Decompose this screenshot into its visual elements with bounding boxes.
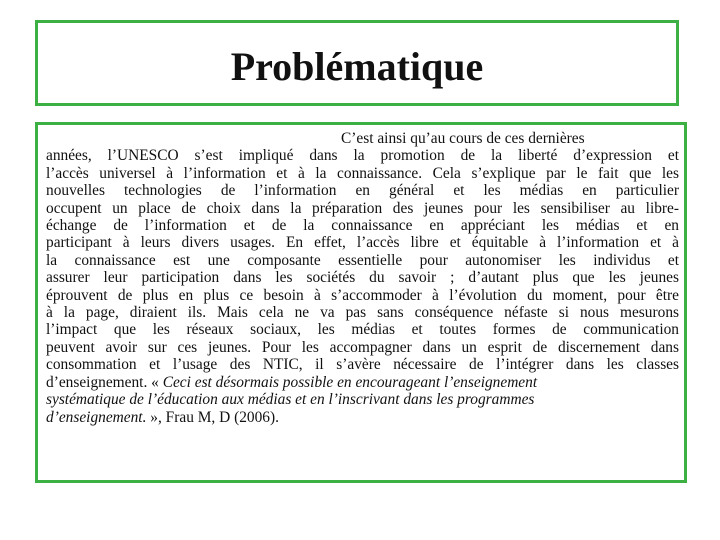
paragraph-line xyxy=(46,374,679,391)
quote-italic-text: d’enseignement. xyxy=(46,408,147,426)
paragraph-line: années, l’UNESCO s’est impliqué dans la promotion de la liberté d’expression et xyxy=(46,147,679,165)
paragraph-line: participant à leurs divers usages. En effet, l’accès libre et équitable à l’information et à xyxy=(46,234,679,252)
paragraph-line: nouvelles technologies de l’information en général et les médias en particulier xyxy=(46,182,679,200)
paragraph-line: à la page, diraient ils. Mais cela ne va pas sans conséquence néfaste si nous mesurons xyxy=(46,304,679,322)
paragraph-line: l’accès universel à l’information et à la connaissance. Cela s’explique par le fait que les xyxy=(46,164,679,182)
paragraph-line: peuvent avoir sur ces jeunes. Pour les accompagner dans un esprit de discernement dans xyxy=(46,338,679,356)
quote-italic-text: Ceci est désormais possible en encourageant l’enseignement xyxy=(162,373,538,391)
title-frame xyxy=(35,20,679,106)
citation-text: », Frau M, D (2006). xyxy=(146,408,279,426)
slide-title: Problématique xyxy=(230,44,484,89)
quote-lead-text: d’enseignement. « xyxy=(46,373,163,391)
content-frame xyxy=(35,122,687,483)
paragraph-line: l’impact que les réseaux sociaux, les médias et toutes formes de communication xyxy=(46,321,679,339)
paragraph-line: C’est ainsi qu’au cours de ces dernières xyxy=(341,130,585,147)
paragraph-line: échange de l’information et de la connaissance en appréciant les médias et en xyxy=(46,217,679,235)
paragraph-line: éprouvent de plus en plus ce besoin à s’accommoder à l’évolution du moment, pour être xyxy=(46,286,679,304)
problem-statement-paragraph xyxy=(46,130,679,426)
paragraph-line: occupent un place de choix dans la préparation des jeunes pour les sensibiliser au libre- xyxy=(46,199,679,217)
paragraph-line: consommation et l’usage des NTIC, il s’avère nécessaire de l’intégrer dans les classes xyxy=(46,356,679,374)
paragraph-line xyxy=(46,409,679,426)
paragraph-line: la connaissance est une composante essentielle pour autonomiser les individus et xyxy=(46,251,679,269)
paragraph-line: assurer leur participation dans les sociétés du savoir ; d’autant plus que les jeunes xyxy=(46,269,679,287)
quote-italic-line: systématique de l’éducation aux médias et en l’inscrivant dans les programmes xyxy=(46,391,535,409)
